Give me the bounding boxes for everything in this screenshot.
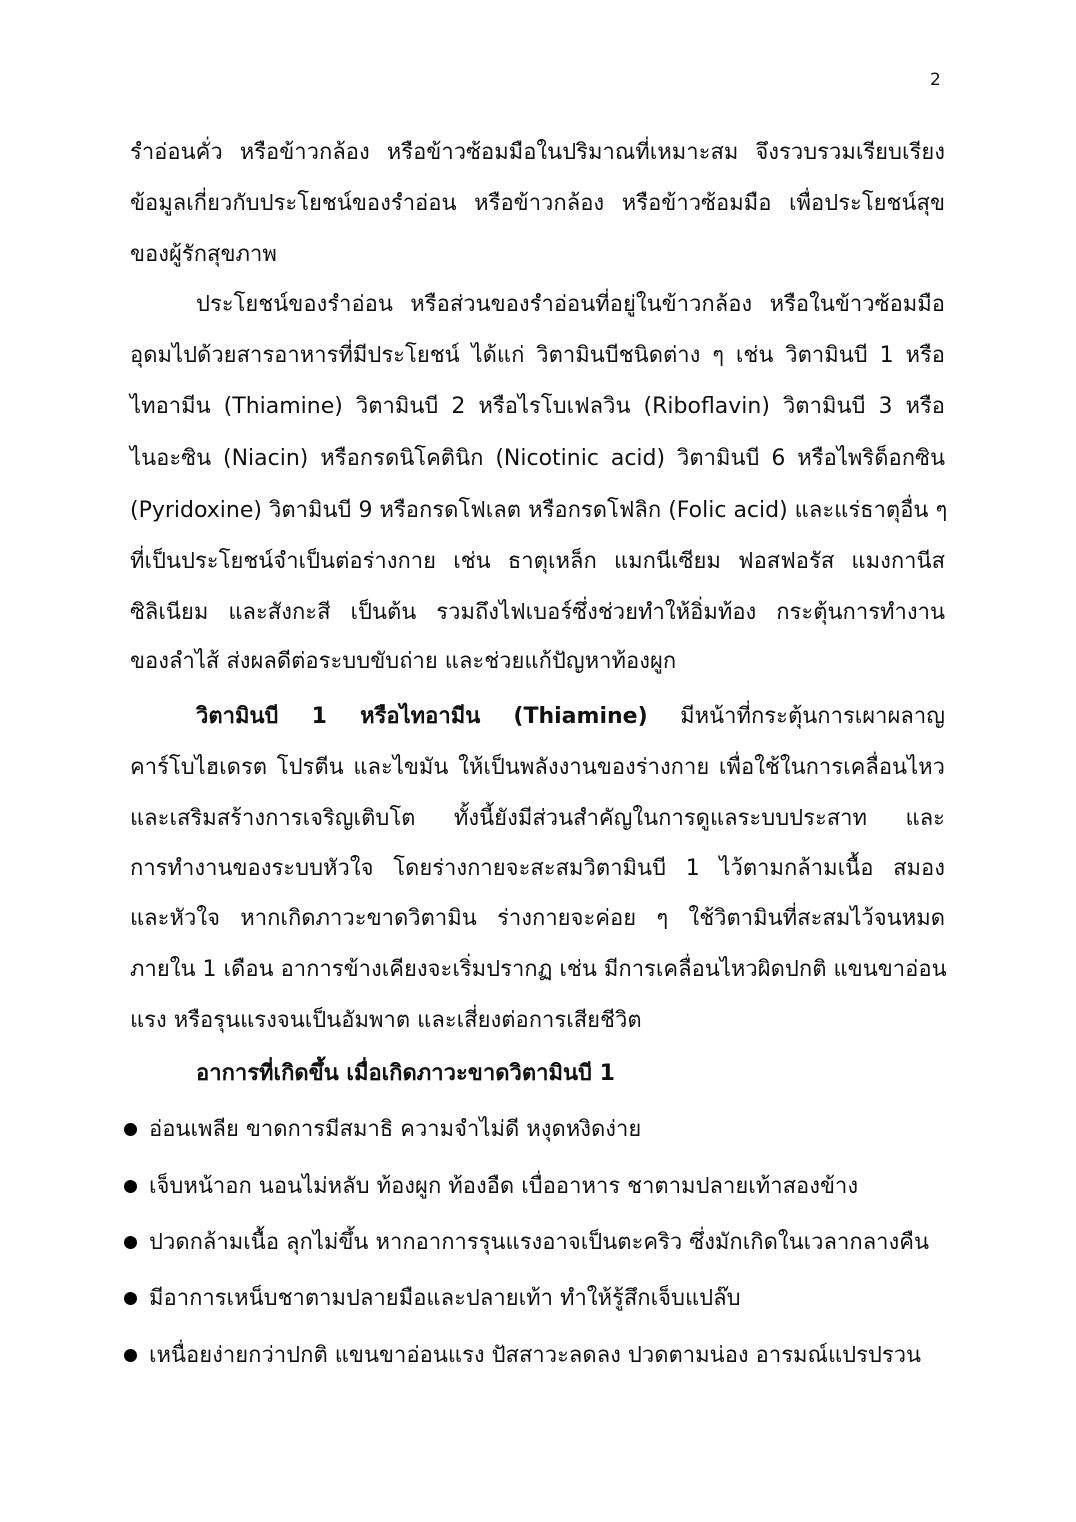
paragraph-line: ประโยชน์ของรำอ่อน หรือส่วนของรำอ่อนที่อยู่ในข้าวกล้อง หรือในข้าวซ้อมมือ bbox=[196, 292, 945, 317]
bullet-icon bbox=[124, 1349, 137, 1362]
paragraph-line: ไทอามีน (Thiamine) วิตามินบี 2 หรือไรโบเฟลวิน (Riboflavin) วิตามินบี 3 หรือ bbox=[130, 394, 945, 419]
symptoms-heading: อาการที่เกิดขึ้น เมื่อเกิดภาวะขาดวิตามินบี 1 bbox=[196, 1061, 615, 1086]
paragraph-line: อุดมไปด้วยสารอาหารที่มีประโยชน์ ได้แก่ วิตามินบีชนิดต่าง ๆ เช่น วิตามินบี 1 หรือ bbox=[130, 343, 945, 368]
paragraph-line: ของลำไส้ ส่งผลดีต่อระบบขับถ่าย และช่วยแก้ปัญหาท้องผูก bbox=[130, 649, 677, 674]
list-item bbox=[120, 1341, 960, 1371]
paragraph-line: ไนอะซิน (Niacin) หรือกรดนิโคตินิก (Nicotinic acid) วิตามินบี 6 หรือไพริด็อกซิน bbox=[130, 446, 945, 471]
bullet-icon bbox=[124, 1292, 137, 1305]
paragraph-line: ซิลิเนียม และสังกะสี เป็นต้น รวมถึงไฟเบอร์ซึ่งช่วยทำให้อิ่มท้อง กระตุ้นการทำงาน bbox=[130, 600, 945, 625]
paragraph-line: แรง หรือรุนแรงจนเป็นอัมพาต และเสี่ยงต่อการเสียชีวิต bbox=[130, 1008, 642, 1033]
paragraph-line: ที่เป็นประโยชน์จำเป็นต่อร่างกาย เช่น ธาตุเหล็ก แมกนีเซียม ฟอสฟอรัส แมงกานีส bbox=[130, 549, 945, 574]
list-item bbox=[120, 1284, 960, 1314]
list-item-text: เหนื่อยง่ายกว่าปกติ แขนขาอ่อนแรง ปัสสาวะลดลง ปวดตามน่อง อารมณ์แปรปรวน bbox=[149, 1343, 922, 1368]
list-item bbox=[120, 1115, 960, 1145]
page-number: 2 bbox=[930, 70, 941, 90]
list-item bbox=[120, 1228, 960, 1258]
paragraph-line: รำอ่อนคั่ว หรือข้าวกล้อง หรือข้าวซ้อมมือในปริมาณที่เหมาะสม จึงรวบรวมเรียบเรียง bbox=[130, 140, 945, 165]
list-item-text: เจ็บหน้าอก นอนไม่หลับ ท้องผูก ท้องอืด เบื่ออาหาร ชาตามปลายเท้าสองข้าง bbox=[149, 1174, 859, 1199]
bullet-icon bbox=[124, 1180, 137, 1193]
list-item bbox=[120, 1172, 960, 1202]
bullet-icon bbox=[124, 1236, 137, 1249]
paragraph-line: ข้อมูลเกี่ยวกับประโยชน์ของรำอ่อน หรือข้าวกล้อง หรือข้าวซ้อมมือ เพื่อประโยชน์สุข bbox=[130, 191, 945, 216]
paragraph-line bbox=[196, 702, 945, 732]
paragraph-line: และหัวใจ หากเกิดภาวะขาดวิตามิน ร่างกายจะค่อย ๆ ใช้วิตามินที่สะสมไว้จนหมด bbox=[130, 906, 945, 931]
list-item-text: มีอาการเหน็บชาตามปลายมือและปลายเท้า ทำให้รู้สึกเจ็บแปล๊บ bbox=[149, 1286, 741, 1311]
list-item-text: ปวดกล้ามเนื้อ ลุกไม่ขึ้น หากอาการรุนแรงอาจเป็นตะคริว ซึ่งมักเกิดในเวลากลางคืน bbox=[149, 1230, 930, 1255]
paragraph-line: (Pyridoxine) วิตามินบี 9 หรือกรดโฟเลต หรือกรดโฟลิก (Folic acid) และแร่ธาตุอื่น ๆ bbox=[130, 498, 948, 523]
list-item-text: อ่อนเพลีย ขาดการมีสมาธิ ความจำไม่ดี หงุดหงิดง่าย bbox=[149, 1117, 642, 1142]
paragraph-line: คาร์โบไฮเดรต โปรตีน และไขมัน ให้เป็นพลังงานของร่างกาย เพื่อใช้ในการเคลื่อนไหว bbox=[130, 755, 945, 780]
paragraph-text: มีหน้าที่กระตุ้นการเผาผลาญ bbox=[647, 704, 945, 729]
paragraph-line: และเสริมสร้างการเจริญเติบโต ทั้งนี้ยังมีส่วนสำคัญในการดูแลระบบประสาท และ bbox=[130, 806, 945, 831]
thiamine-heading: วิตามินบี 1 หรือไทอามีน (Thiamine) bbox=[196, 704, 648, 729]
paragraph-line: ภายใน 1 เดือน อาการข้างเคียงจะเริ่มปรากฏ เช่น มีการเคลื่อนไหวผิดปกติ แขนขาอ่อน bbox=[130, 957, 947, 982]
paragraph-line: ของผู้รักสุขภาพ bbox=[130, 242, 277, 267]
bullet-icon bbox=[124, 1123, 137, 1136]
paragraph-line: การทำงานของระบบหัวใจ โดยร่างกายจะสะสมวิตามินบี 1 ไว้ตามกล้ามเนื้อ สมอง bbox=[130, 856, 945, 881]
